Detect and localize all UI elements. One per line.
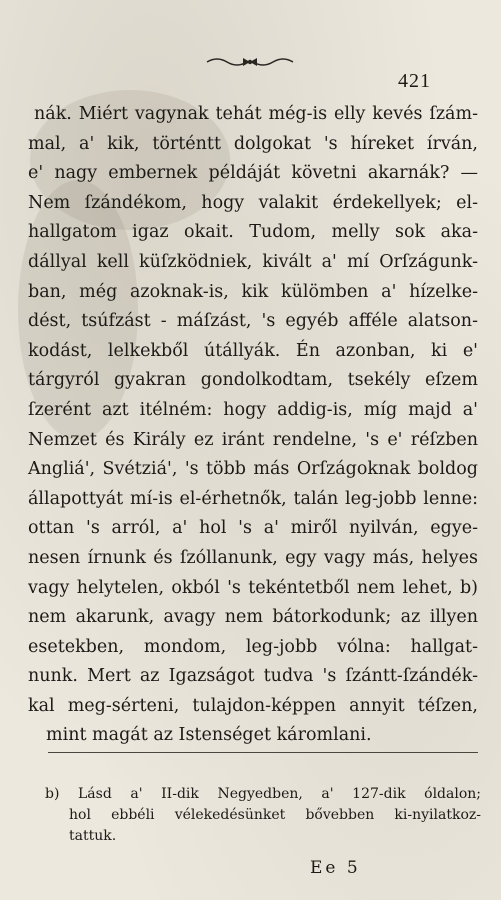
text-line: e' nagy embernek példáját követni akarnák? — — [28, 163, 478, 184]
signature-mark: Ee 5 — [310, 858, 361, 878]
text-line: nesen írnunk és ſzóllanunk, egy vagy más, helyes — [28, 547, 478, 568]
text-line: vagy helytelen, okból 's tekéntetből nem lehet, b) — [28, 577, 478, 598]
text-line: állapottyát mí-is el-érhetnők, talán leg-jobb lenne: — [28, 488, 478, 509]
text-line: ottan 's arról, a' hol 's a' miről nyilván, egye- — [28, 518, 478, 539]
footnote — [45, 784, 481, 847]
text-line: mal, a' kik, történtt dolgokat 's híreket írván, — [28, 133, 478, 154]
main-text — [28, 100, 478, 751]
text-line: esetekben, mondom, leg-jobb vólna: hallgat- — [28, 636, 478, 657]
header-ornament — [205, 55, 295, 69]
text-line: dést, tsúfzást - máſzást, 's egyéb afféle alatson- — [28, 311, 478, 332]
text-line: nem akarunk, avagy nem bátorkodunk; az illyen — [28, 607, 478, 628]
footnote-line: b) Lásd a' II-dik Negyedben, a' 127-dik óldalon; — [45, 786, 481, 802]
text-line: Nemzet és Király ez iránt rendelne, 's e' réſzben — [28, 429, 478, 450]
page-number: 421 — [398, 70, 431, 92]
text-line: Angliá', Svétziá', 's több más Orſzágoknak boldog — [28, 459, 478, 480]
text-line: nunk. Mert az Igazságot tudva 's ſzántt-ſzándék- — [28, 666, 478, 687]
text-line: kodást, lelkekből útállyák. Én azonban, ki e' — [28, 340, 478, 361]
text-line: Nem ſzándékom, hogy valakit érdekellyek; el- — [28, 192, 478, 213]
footnote-divider — [48, 752, 478, 753]
text-line: nák. Miért vagynak tehát még-is elly kevés ſzám- — [34, 104, 478, 124]
text-line: ban, még azoknak-is, kik külömben a' hízelke- — [28, 281, 478, 302]
footnote-line: tattuk. — [69, 828, 117, 844]
text-line: kal meg-sérteni, tulajdon-képpen annyit téſzen, — [28, 695, 478, 716]
text-line: mint magát az Istenséget káromlani. — [46, 725, 372, 746]
footnote-line: hol ebbéli vélekedésünket bővebben ki-nyilatkoz- — [69, 807, 481, 823]
text-line: ſzerént azt itélném: hogy addig-is, míg majd a' — [28, 399, 478, 420]
text-line: hallgatom igaz okait. Tudom, melly sok aka- — [28, 222, 478, 243]
text-line: dállyal kell küſzködniek, kivált a' mí Orſzágunk- — [28, 251, 478, 272]
text-line: tárgyról gyakran gondolkodtam, tsekély eſzem — [28, 370, 478, 391]
